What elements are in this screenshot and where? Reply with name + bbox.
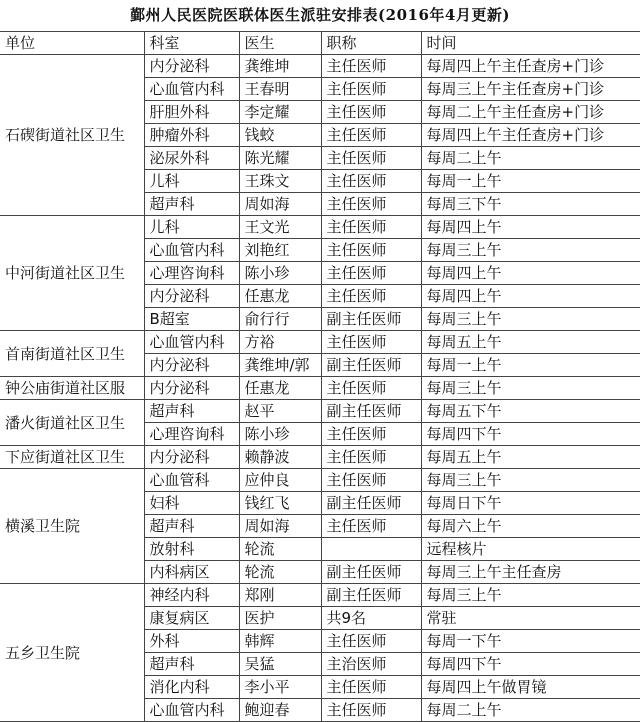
- time-cell: 每周日下午: [421, 492, 640, 515]
- header-time: 时间: [421, 32, 640, 55]
- doctor-cell: 王文光: [239, 216, 321, 239]
- title-cell: 主任医师: [321, 446, 421, 469]
- department-cell: 心血管内科: [144, 78, 239, 101]
- department-cell: 消化内科: [144, 676, 239, 699]
- time-cell: 每周四上午主任查房+门诊: [421, 55, 640, 78]
- table-row: [0, 216, 640, 239]
- doctor-cell: 李小平: [239, 676, 321, 699]
- doctor-cell: 钱蛟: [239, 124, 321, 147]
- time-cell: 每周四上午: [421, 216, 640, 239]
- title-cell: 主任医师: [321, 285, 421, 308]
- doctor-cell: 周如海: [239, 515, 321, 538]
- doctor-cell: 郑刚: [239, 584, 321, 607]
- title-cell: 副主任医师: [321, 561, 421, 584]
- title-cell: 共9名: [321, 607, 421, 630]
- department-cell: 心血管内科: [144, 331, 239, 354]
- doctor-cell: 龚维坤/郭: [239, 354, 321, 377]
- department-cell: 心血管内科: [144, 699, 239, 722]
- doctor-cell: 王珠文: [239, 170, 321, 193]
- department-cell: 内分泌科: [144, 55, 239, 78]
- department-cell: 心血管科: [144, 469, 239, 492]
- schedule-body: [0, 55, 640, 722]
- schedule-table: [0, 31, 640, 722]
- time-cell: 每周三上午: [421, 308, 640, 331]
- title-cell: 主任医师: [321, 331, 421, 354]
- title-cell: 主任医师: [321, 469, 421, 492]
- time-cell: 每周四上午主任查房+门诊: [421, 124, 640, 147]
- doctor-cell: 龚维坤: [239, 55, 321, 78]
- time-cell: 每周三上午: [421, 584, 640, 607]
- time-cell: 每周四上午做胃镜: [421, 676, 640, 699]
- time-cell: 每周四下午: [421, 423, 640, 446]
- doctor-cell: 应仲良: [239, 469, 321, 492]
- title-cell: 副主任医师: [321, 400, 421, 423]
- department-cell: 内分泌科: [144, 285, 239, 308]
- title-cell: 主任医师: [321, 101, 421, 124]
- doctor-cell: 轮流: [239, 538, 321, 561]
- time-cell: 每周三上午主任查房+门诊: [421, 78, 640, 101]
- table-row: [0, 469, 640, 492]
- title-cell: 主治医师: [321, 653, 421, 676]
- doctor-cell: 陈小珍: [239, 423, 321, 446]
- title-cell: 副主任医师: [321, 354, 421, 377]
- title-cell: 主任医师: [321, 676, 421, 699]
- doctor-cell: 李定耀: [239, 101, 321, 124]
- page-title: 鄞州人民医院医联体医生派驻安排表(2016年4月更新): [130, 6, 510, 24]
- table-row: [0, 331, 640, 354]
- doctor-cell: 钱红飞: [239, 492, 321, 515]
- department-cell: 儿科: [144, 170, 239, 193]
- department-cell: 超声科: [144, 653, 239, 676]
- department-cell: 超声科: [144, 193, 239, 216]
- doctor-cell: 赖静波: [239, 446, 321, 469]
- department-cell: 外科: [144, 630, 239, 653]
- title-cell: 主任医师: [321, 78, 421, 101]
- time-cell: 每周一下午: [421, 630, 640, 653]
- unit-cell: 石碶街道社区卫生: [0, 55, 144, 216]
- time-cell: 每周五上午: [421, 446, 640, 469]
- department-cell: 肝胆外科: [144, 101, 239, 124]
- department-cell: 心理咨询科: [144, 423, 239, 446]
- unit-cell: 首南街道社区卫生: [0, 331, 144, 377]
- department-cell: 内科病区: [144, 561, 239, 584]
- time-cell: 每周四上午: [421, 262, 640, 285]
- time-cell: 常驻: [421, 607, 640, 630]
- doctor-cell: 周如海: [239, 193, 321, 216]
- title-cell: 主任医师: [321, 630, 421, 653]
- doctor-cell: 医护: [239, 607, 321, 630]
- title-cell: 主任医师: [321, 55, 421, 78]
- department-cell: 儿科: [144, 216, 239, 239]
- doctor-cell: 吴猛: [239, 653, 321, 676]
- unit-cell: 下应街道社区卫生: [0, 446, 144, 469]
- title-cell: 副主任医师: [321, 492, 421, 515]
- time-cell: 每周一上午: [421, 170, 640, 193]
- doctor-cell: 鲍迎春: [239, 699, 321, 722]
- title-cell: 主任医师: [321, 193, 421, 216]
- doctor-cell: 俞行行: [239, 308, 321, 331]
- department-cell: 内分泌科: [144, 446, 239, 469]
- header-department: 科室: [144, 32, 239, 55]
- doctor-cell: 刘艳红: [239, 239, 321, 262]
- department-cell: 超声科: [144, 515, 239, 538]
- title-cell: 主任医师: [321, 377, 421, 400]
- header-row: [0, 32, 640, 55]
- time-cell: 每周二上午主任查房+门诊: [421, 101, 640, 124]
- title-cell: 主任医师: [321, 423, 421, 446]
- title-cell: 主任医师: [321, 262, 421, 285]
- title-cell: 主任医师: [321, 147, 421, 170]
- time-cell: 每周三下午: [421, 193, 640, 216]
- header-doctor: 医生: [239, 32, 321, 55]
- time-cell: 每周四下午: [421, 653, 640, 676]
- department-cell: 放射科: [144, 538, 239, 561]
- table-row: [0, 55, 640, 78]
- title-cell: [321, 538, 421, 561]
- department-cell: 肿瘤外科: [144, 124, 239, 147]
- doctor-cell: 陈光耀: [239, 147, 321, 170]
- title-cell: 主任医师: [321, 124, 421, 147]
- time-cell: 每周三上午: [421, 377, 640, 400]
- title-cell: 副主任医师: [321, 308, 421, 331]
- time-cell: 每周三上午: [421, 469, 640, 492]
- department-cell: B超室: [144, 308, 239, 331]
- title-cell: 主任医师: [321, 699, 421, 722]
- department-cell: 心理咨询科: [144, 262, 239, 285]
- table-row: [0, 377, 640, 400]
- time-cell: 每周一上午: [421, 354, 640, 377]
- title-cell: 主任医师: [321, 515, 421, 538]
- department-cell: 妇科: [144, 492, 239, 515]
- time-cell: 每周三上午: [421, 239, 640, 262]
- department-cell: 泌尿外科: [144, 147, 239, 170]
- unit-cell: 中河街道社区卫生: [0, 216, 144, 331]
- time-cell: 每周四上午: [421, 285, 640, 308]
- department-cell: 心血管内科: [144, 239, 239, 262]
- table-row: [0, 400, 640, 423]
- header-title: 职称: [321, 32, 421, 55]
- unit-cell: 潘火街道社区卫生: [0, 400, 144, 446]
- time-cell: 每周二上午: [421, 147, 640, 170]
- title-cell: 副主任医师: [321, 584, 421, 607]
- unit-cell: 钟公庙街道社区服: [0, 377, 144, 400]
- doctor-cell: 任惠龙: [239, 285, 321, 308]
- doctor-cell: 韩辉: [239, 630, 321, 653]
- time-cell: 每周六上午: [421, 515, 640, 538]
- department-cell: 内分泌科: [144, 377, 239, 400]
- time-cell: 每周五下午: [421, 400, 640, 423]
- unit-cell: 横溪卫生院: [0, 469, 144, 584]
- title-cell: 主任医师: [321, 170, 421, 193]
- department-cell: 内分泌科: [144, 354, 239, 377]
- doctor-cell: 赵平: [239, 400, 321, 423]
- time-cell: 每周五上午: [421, 331, 640, 354]
- department-cell: 康复病区: [144, 607, 239, 630]
- department-cell: 神经内科: [144, 584, 239, 607]
- department-cell: 超声科: [144, 400, 239, 423]
- doctor-cell: 王春明: [239, 78, 321, 101]
- doctor-cell: 方裕: [239, 331, 321, 354]
- title-cell: 主任医师: [321, 239, 421, 262]
- header-unit: 单位: [0, 32, 144, 55]
- unit-cell: 五乡卫生院: [0, 584, 144, 722]
- doctor-cell: 陈小珍: [239, 262, 321, 285]
- table-row: [0, 584, 640, 607]
- time-cell: 远程核片: [421, 538, 640, 561]
- doctor-cell: 任惠龙: [239, 377, 321, 400]
- table-row: [0, 446, 640, 469]
- time-cell: 每周二上午: [421, 699, 640, 722]
- doctor-cell: 轮流: [239, 561, 321, 584]
- title-cell: 主任医师: [321, 216, 421, 239]
- time-cell: 每周三上午主任查房: [421, 561, 640, 584]
